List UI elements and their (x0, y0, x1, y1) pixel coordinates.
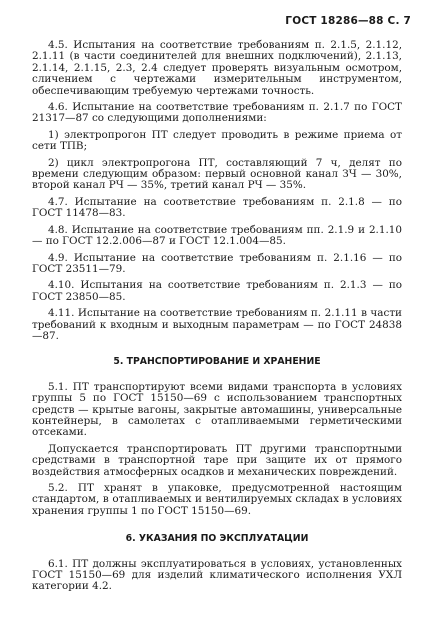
paragraph-4-5: 4.5. Испытания на соответствие требованиям п. 2.1.5, 2.1.12, 2.1.11 (в части соединителей для внешних подключений), 2.1.13, 2.1.14, 2.1.15, 2.3, 2.4 следует проверять визуальным осмотром, сличением с чертежами измерительным инструментом, обеспечивающим требуемую чертежами точность. (32, 39, 402, 97)
section-title-transport: 5. ТРАНСПОРТИРОВАНИЕ И ХРАНЕНИЕ (113, 356, 321, 368)
paragraph-5-1: 5.1. ПТ транспортируют всеми видами транспорта в условиях группы 5 по ГОСТ 15150—69 с использованием транспортных средств — крытые вагоны, закрытые автомашины, универсальные контейнеры, в самолетах с отапливаемыми герметическими отсеками. (32, 380, 402, 439)
paragraph-4-9: 4.9. Испытание на соответствие требованиям п. 2.1.16 — по ГОСТ 23511—79. (32, 251, 402, 275)
paragraph-4-11: 4.11. Испытание на соответствие требованиям п. 2.1.11 в части требований к входным и выходным параметрам — по ГОСТ 24838—87. (32, 307, 402, 342)
section-title-operation: 6. УКАЗАНИЯ ПО ЭКСПЛУАТАЦИИ (125, 533, 309, 545)
paragraph-4-6-item-1: 1) электропрогон ПТ следует проводить в режиме приема от сети ТПВ; (32, 128, 402, 153)
paragraph-4-10: 4.10. Испытания на соответствие требованиям п. 2.1.3 — по ГОСТ 23850—85. (32, 279, 402, 303)
document-body (32, 40, 402, 598)
paragraph-4-8: 4.8. Испытание на соответствие требованиям пп. 2.1.9 и 2.1.10 — по ГОСТ 12.2.006—87 и ГОСТ 12.1.004—85. (32, 223, 402, 248)
paragraph-5-1-note: Допускается транспортировать ПТ другими транспортными средствами в транспортной таре при защите их от прямого воздействия атмосферных осадков и механических повреждений. (32, 442, 402, 478)
paragraph-5-2: 5.2. ПТ хранят в упаковке, предусмотренной настоящим стандартом, в отапливаемых и вентилируемых складах в условиях хранения группы 1 по ГОСТ 15150—69. (32, 482, 402, 517)
paragraph-4-7: 4.7. Испытание на соответствие требованиям п. 2.1.8 — по ГОСТ 11478—83. (32, 195, 402, 220)
paragraph-6-1: 6.1. ПТ должны эксплуатироваться в условиях, установленных ГОСТ 15150—69 для изделий климатического исполнения УХЛ категории 4.2. (32, 557, 402, 593)
page-header: ГОСТ 18286—88 С. 7 (285, 15, 411, 27)
paragraph-4-6-item-2: 2) цикл электропрогона ПТ, составляющий 7 ч, делят по времени следующим образом: первый основной канал ЗЧ — 30%, второй канал РЧ — 35%, третий канал РЧ — 35%. (32, 156, 402, 192)
paragraph-4-6: 4.6. Испытание на соответствие требованиям п. 2.1.7 по ГОСТ 21317—87 со следующими дополнениями: (32, 101, 402, 125)
